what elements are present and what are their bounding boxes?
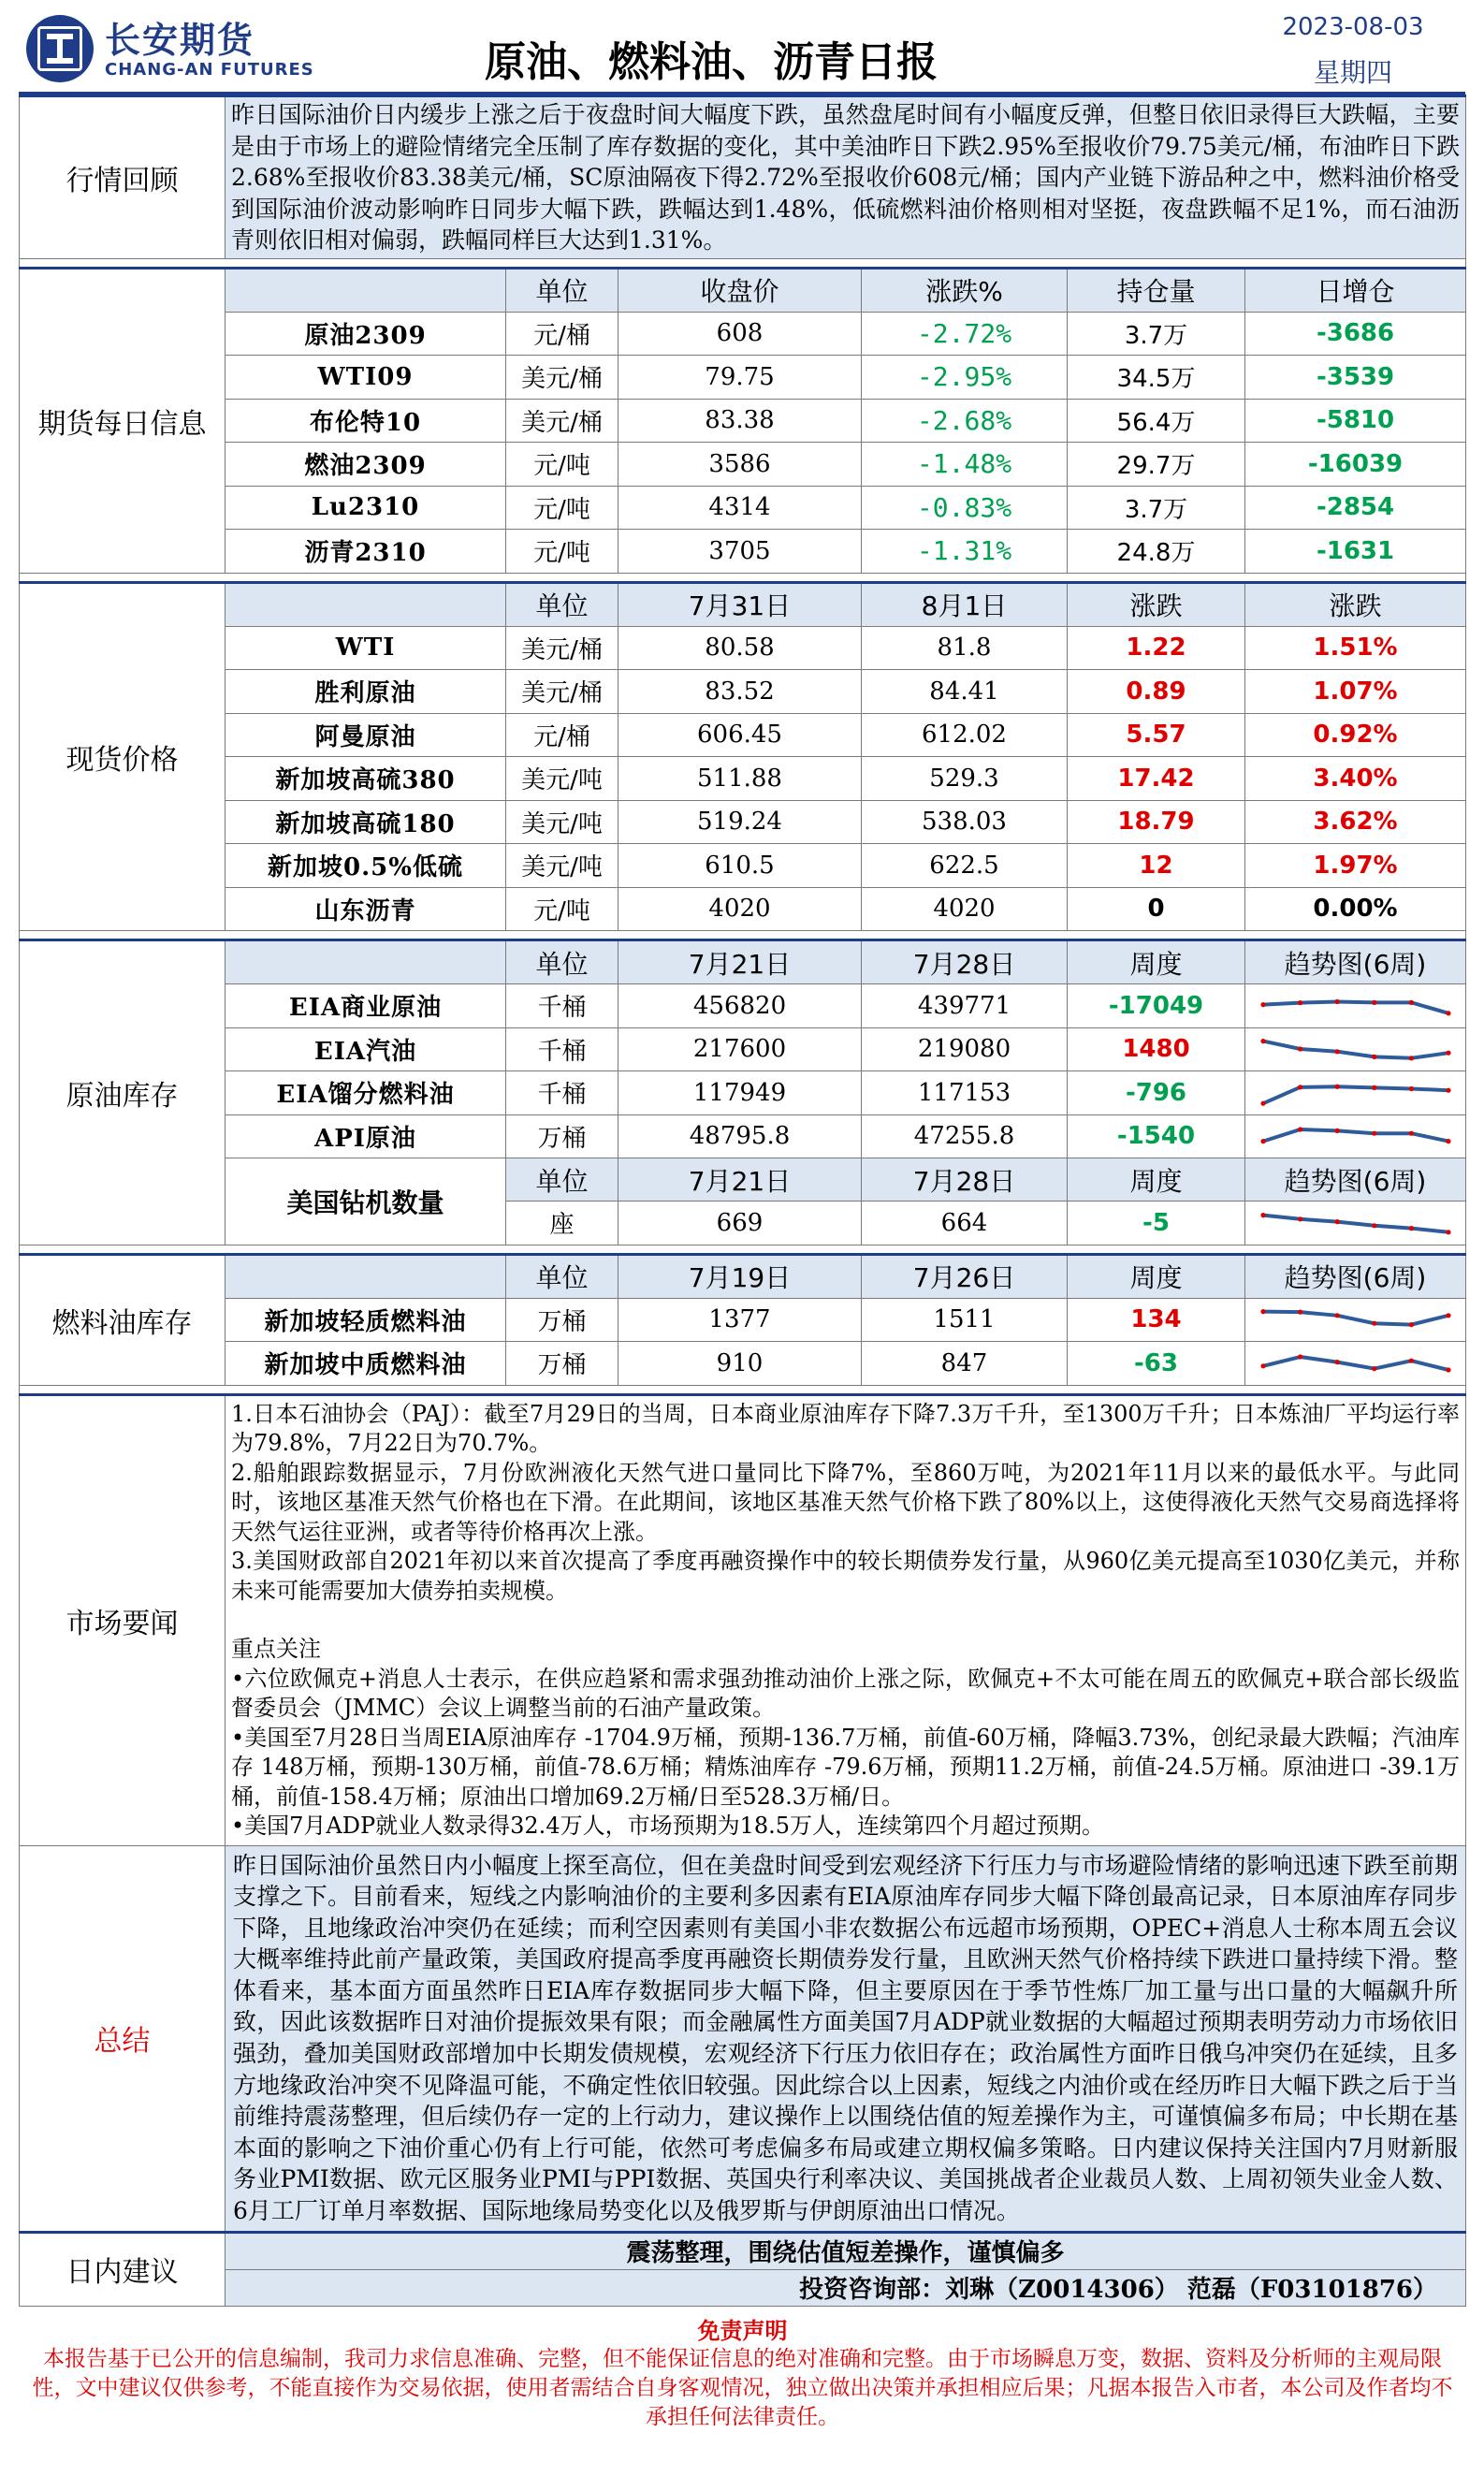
sparkline-point [1298,1128,1302,1132]
sparkline-point [1298,1000,1302,1005]
rig-count-label: 美国钻机数量 [226,1158,506,1245]
fuel-col-trend: 趋势图(6周) [1245,1254,1466,1298]
report-weekday: 星期四 [1313,57,1392,88]
sparkline-point [1446,1051,1450,1056]
summary-text: 昨日国际油价虽然日内小幅度上探至高位，但在美盘时间受到宏观经济下行压力与市场避险情绪的影响迅速下跌至前期支撑之下。目前看来，短线之内影响油价的主要利多因素有EIA原油库存同步大幅下降创最高记录，日本原油库存同步下降，且地缘政治冲突仍在延续；而利空因素则有美国小非农数据公布远超市场预期，OPEC+消息人士称本周五会议大概率维持此前产量政策，美国政府提高季度再融资长期债券发行量，且欧洲天然气价格持续下跌进口量持续下滑。整体看来，基本面方面虽然昨日EIA库存数据同步大幅下降，但主要原因在于季节性炼厂加工量与出口量的大幅飙升所致，因此该数据昨日对油价提振效果有限；而金融属性方面美国7月ADP就业数据的大幅超过预期表明劳动力市场依旧强劲，叠加美国财政部增加中长期发债规模，宏观经济下行压力依旧存在；政治属性方面昨日俄乌冲突仍在延续，且多方地缘政治冲突不见降温可能，不确定性依旧较强。因此综合以上因素，短线之内油价或在经历昨日大幅下跌之后于当前维持震荡整理，但后续仍存一定的上行动力，建议操作上以围绕估值的短差操作为主，可谨慎偏多布局；中长期在基本面的影响之下油价重心仍有上行可能，依然可考虑偏多布局或建立期权偏多策略。日内建议保持关注国内7月财新服务业PMI数据、欧元区服务业PMI与PPI数据、英国央行利率决议、美国挑战者企业裁员人数、上周初领失业金人数、6月工厂订单月率数据、国际地缘局势变化以及俄罗斯与伊朗原油出口情况。 [226,1845,1466,2232]
sparkline-point [1446,1139,1450,1143]
sparkline-line [1263,1357,1448,1370]
sparkline-svg [1258,1301,1454,1338]
table-row: 山东沥青 元/吨 4020 4020 0 0.00% [20,887,1466,931]
table-row: WTI09 美元/桶 79.75 -2.95% 34.5万 -3539 [20,356,1466,400]
sparkline-line [1263,1215,1448,1231]
futures-col-unit: 单位 [506,268,618,312]
trend-sparkline [1245,1342,1466,1386]
rig-col-d2: 7月28日 [862,1158,1068,1202]
section-label-advice: 日内建议 [20,2232,226,2306]
sparkline-point [1298,1354,1302,1359]
futures-col-doi: 日增仓 [1245,268,1466,312]
sparkline-point [1334,1313,1339,1318]
sparkline-point [1446,1313,1450,1318]
table-row: EIA汽油 千桶 217600 219080 1480 [20,1027,1466,1071]
sparkline-point [1408,1358,1413,1362]
section-label-summary: 总结 [20,1845,226,2232]
table-row: 新加坡中质燃料油 万桶 910 847 -63 [20,1342,1466,1386]
sparkline-point [1372,1131,1376,1136]
sparkline-point [1334,1129,1339,1133]
sparkline-point [1260,1002,1265,1007]
section-label-news: 市场要闻 [20,1394,226,1845]
sparkline-svg [1258,1345,1454,1382]
company-logo-icon [26,15,94,82]
focus-item: •六位欧佩克+消息人士表示，在供应趋紧和需求强劲推动油价上涨之际，欧佩克+不太可能在周五的欧佩克+联合部长级监督委员会（JMMC）会议上调整当前的石油产量政策。 [231,1665,1461,1721]
sparkline-point [1260,1363,1265,1368]
sparkline-point [1446,1367,1450,1372]
table-row: 新加坡高硫180 美元/吨 519.24 538.03 18.79 3.62% [20,800,1466,844]
focus-item: •美国7月ADP就业人数录得32.4万人，市场预期为18.5万人，连续第四个月超过预期。 [231,1813,1105,1839]
focus-item: •美国至7月28日当周EIA原油库存 -1704.9万桶，预期-136.7万桶，前值-60万桶，降幅3.73%，创纪录最大跌幅；汽油库存 148万桶，预期-130万桶，前值-78.6万桶；精炼油库存 -79.6万桶，预期11.2万桶，前值-24.5万桶。原油进口 -39.1万桶，前值-158.4万桶；原油出口增加69.2万桶/日至528.3万桶/日。 [231,1724,1461,1810]
fuel-col-wk: 周度 [1068,1254,1245,1298]
crude-col-d1: 7月21日 [618,940,862,984]
spot-col-pct: 涨跌 [1245,582,1466,626]
sparkline-point [1446,1087,1450,1092]
news-item: 3.美国财政部自2021年初以来首次提高了季度再融资操作中的较长期债券发行量，从960亿美元提高至1030亿美元，并称未来可能需要加大债券拍卖规模。 [231,1548,1461,1604]
trend-sparkline [1245,1202,1466,1245]
sparkline-line [1263,1001,1448,1012]
fuel-col-unit: 单位 [506,1254,618,1298]
spot-col-unit: 单位 [506,582,618,626]
fuel-col-d2: 7月26日 [862,1254,1068,1298]
futures-col-chg: 涨跌% [862,268,1068,312]
table-row: 阿曼原油 元/桶 606.45 612.02 5.57 0.92% [20,713,1466,757]
sparkline-point [1372,1366,1376,1371]
sparkline-point [1334,1049,1339,1054]
sparkline-point [1372,1321,1376,1326]
table-row: EIA商业原油 千桶 456820 439771 -17049 [20,984,1466,1028]
crude-col-d2: 7月28日 [862,940,1068,984]
table-row: 胜利原油 美元/桶 83.52 84.41 0.89 1.07% [20,670,1466,714]
trend-sparkline [1245,1298,1466,1342]
sparkline-point [1408,1086,1413,1091]
fuel-col-d1: 7月19日 [618,1254,862,1298]
sparkline-line [1263,1129,1448,1142]
report-header [19,7,1465,95]
section-label-review: 行情回顾 [20,96,226,259]
logo-text-en: CHANG-AN FUTURES [105,60,314,80]
sparkline-svg [1258,1117,1454,1155]
sparkline-point [1334,1360,1339,1364]
sparkline-point [1298,1310,1302,1315]
sparkline-point [1260,1309,1265,1314]
news-item: 2.船舶跟踪数据显示，7月份欧洲液化天然气进口量同比下降7%，至860万吨，为2021年11月以来的最低水平。与此同时，该地区基准天然气价格也在下滑。在此期间，该地区基准天然气价格下跌了80%以上，这使得液化天然气交易商选择将天然气运往亚洲，或者等待价格再次上涨。 [231,1459,1461,1545]
sparkline-point [1372,1000,1376,1005]
sparkline-point [1260,1213,1265,1217]
section-label-futures: 期货每日信息 [20,268,226,573]
sparkline-point [1408,1000,1413,1005]
sparkline-point [1372,1223,1376,1228]
crude-col-wk: 周度 [1068,940,1245,984]
market-news [226,1394,1466,1845]
disclaimer-title: 免责声明 [697,2316,788,2344]
intraday-advice: 震荡整理，围绕估值短差操作，谨慎偏多 [226,2232,1466,2269]
futures-col-close: 收盘价 [618,268,862,312]
news-item: 1.日本石油协会（PAJ）：截至7月29日的当周，日本商业原油库存下降7.3万千升，至1300万千升；日本炼油厂平均运行率为79.8%，7月22日为70.7%。 [231,1400,1461,1456]
analyst-credit: 投资咨询部：刘琳（Z0014306） 范磊（F03101876） [226,2269,1466,2306]
trend-sparkline [1245,1114,1466,1158]
market-review-text: 昨日国际油价日内缓步上涨之后于夜盘时间大幅度下跌，虽然盘尾时间有小幅度反弹，但整日依旧录得巨大跌幅，主要是由于市场上的避险情绪完全压制了库存数据的变化，其中美油昨日下跌2.95%至报收价79.75美元/桶，布油昨日下跌2.68%至报收价83.38美元/桶，SC原油隔夜下得2.72%至报收价608元/桶；国内产业链下游品种之中，燃料油价格受到国际油价波动影响昨日同步大幅下跌，跌幅达到1.48%，低硫燃料油价格则相对坚挺，夜盘跌幅不足1%，而石油沥青则依旧相对偏弱，跌幅同样巨大达到1.31%。 [226,96,1466,259]
sparkline-svg [1258,987,1454,1025]
sparkline-line [1263,1312,1448,1325]
focus-title: 重点关注 [231,1636,321,1662]
sparkline-point [1372,1055,1376,1059]
sparkline-svg [1258,1074,1454,1112]
table-row: API原油 万桶 48795.8 47255.8 -1540 [20,1114,1466,1158]
sparkline-point [1408,1226,1413,1231]
sparkline-point [1260,1100,1265,1105]
logo-text-cn: 长安期货 [105,20,255,61]
sparkline-point [1334,1084,1339,1088]
table-row: 原油2309 元/桶 608 -2.72% 3.7万 -3686 [20,312,1466,356]
sparkline-point [1372,1085,1376,1090]
table-row: EIA馏分燃料油 千桶 117949 117153 -796 [20,1071,1466,1115]
table-row: Lu2310 元/吨 4314 -0.83% 3.7万 -2854 [20,486,1466,530]
rig-col-wk: 周度 [1068,1158,1245,1202]
table-row: 新加坡高硫380 美元/吨 511.88 529.3 17.42 3.40% [20,757,1466,801]
sparkline-point [1298,1085,1302,1089]
table-row: 布伦特10 美元/桶 83.38 -2.68% 56.4万 -5810 [20,399,1466,443]
sparkline-point [1408,1322,1413,1327]
report-date: 2023-08-03 [1282,13,1424,41]
spot-col-d2: 8月1日 [862,582,1068,626]
spot-col-d1: 7月31日 [618,582,862,626]
sparkline-point [1298,1216,1302,1221]
report-title: 原油、燃料油、沥青日报 [485,38,938,86]
futures-col-oi: 持仓量 [1068,268,1245,312]
trend-sparkline [1245,1027,1466,1071]
table-row: 燃油2309 元/吨 3586 -1.48% 29.7万 -16039 [20,443,1466,487]
sparkline-point [1334,1219,1339,1224]
section-label-fuel-inventory: 燃料油库存 [20,1254,226,1385]
sparkline-svg [1258,1204,1454,1242]
report-sheet [19,7,1465,2432]
table-row: 沥青2310 元/吨 3705 -1.31% 24.8万 -1631 [20,530,1466,574]
sparkline-line [1263,1041,1448,1058]
sparkline-point [1260,1039,1265,1043]
table-row: 座 669 664 -5 [20,1202,1466,1245]
rig-col-trend: 趋势图(6周) [1245,1158,1466,1202]
crude-col-unit: 单位 [506,940,618,984]
spot-col-chg: 涨跌 [1068,582,1245,626]
disclaimer-text: 本报告基于已公开的信息编制，我司力求信息准确、完整，但不能保证信息的绝对准确和完整。由于市场瞬息万变，数据、资料及分析师的主观局限性，文中建议仅供参考，不能直接作为交易依据，使用者需结合自身客观情况，独立做出决策并承担相应后果；凡据本报告入市者，本公司及作者均不承担任何法律责任。 [32,2346,1453,2429]
sparkline-point [1260,1139,1265,1143]
sparkline-point [1408,1131,1413,1136]
sparkline-point [1446,1230,1450,1234]
sparkline-line [1263,1086,1448,1103]
sparkline-point [1334,999,1339,1004]
trend-sparkline [1245,1071,1466,1115]
rig-col-unit: 单位 [506,1158,618,1202]
sparkline-point [1446,1011,1450,1015]
sparkline-point [1298,1047,1302,1052]
report-table [19,95,1466,2432]
rig-col-d1: 7月21日 [618,1158,862,1202]
sparkline-point [1408,1056,1413,1060]
table-row: 新加坡0.5%低硫 美元/吨 610.5 622.5 12 1.97% [20,844,1466,888]
table-row: WTI 美元/桶 80.58 81.8 1.22 1.51% [20,626,1466,670]
table-row: 新加坡轻质燃料油 万桶 1377 1511 134 [20,1298,1466,1342]
section-label-spot: 现货价格 [20,582,226,931]
trend-sparkline [1245,984,1466,1028]
section-label-crude-inventory: 原油库存 [20,940,226,1245]
crude-col-trend: 趋势图(6周) [1245,940,1466,984]
sparkline-svg [1258,1030,1454,1068]
